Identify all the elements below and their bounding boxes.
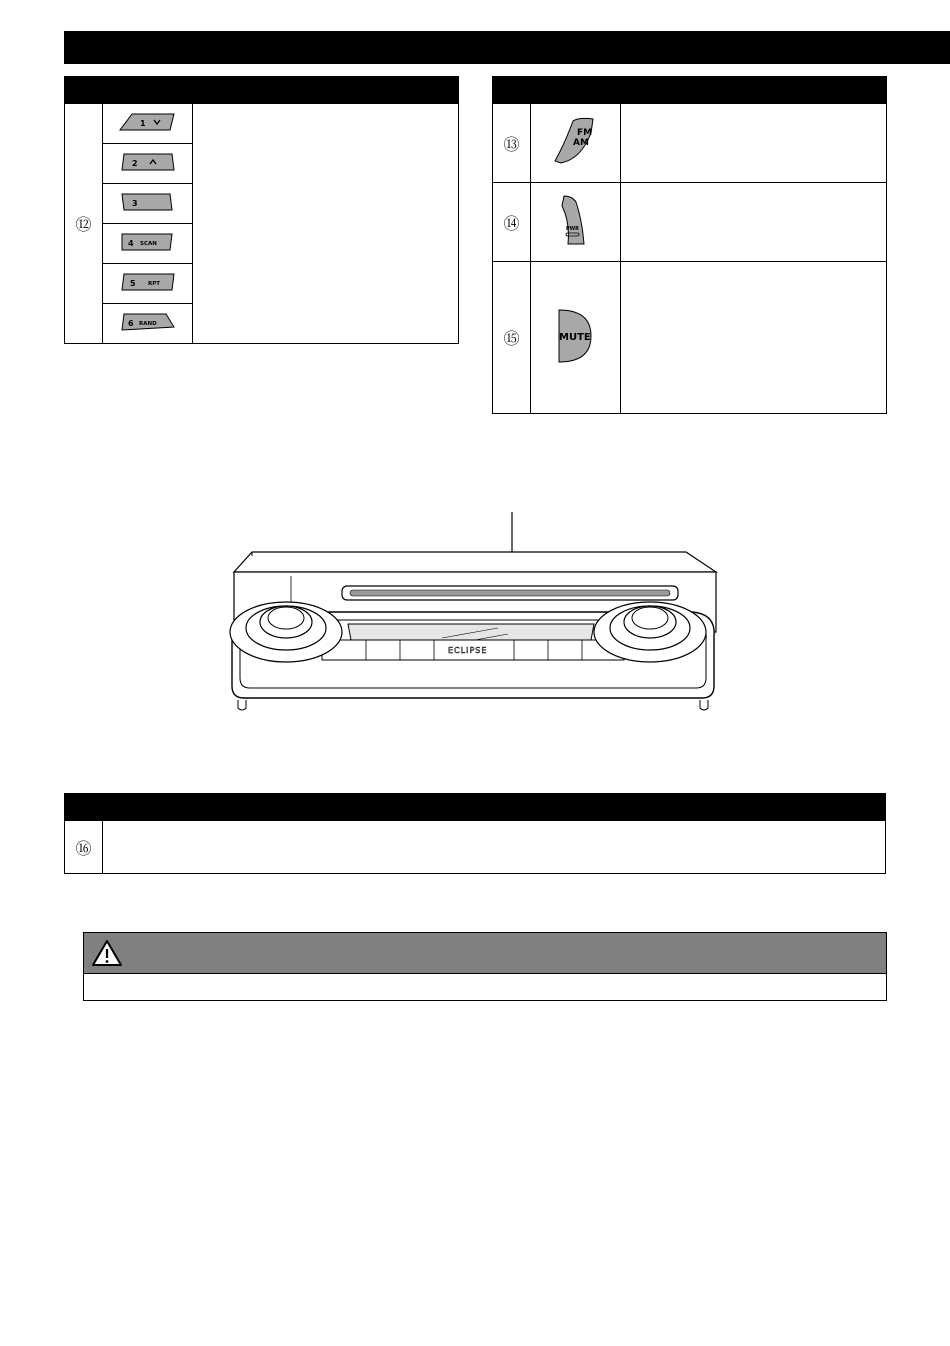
warning-box — [83, 932, 887, 1001]
preset-button-3-cell — [103, 184, 193, 224]
svg-text:PWR: PWR — [565, 226, 579, 232]
svg-text:RPT: RPT — [147, 280, 160, 287]
preset-4-button-icon — [118, 231, 178, 253]
svg-text:AM: AM — [572, 138, 589, 148]
power-button-cell — [531, 183, 621, 262]
warning-triangle-icon — [91, 939, 123, 967]
power-button-icon — [556, 192, 596, 248]
mute-button-cell — [531, 262, 621, 414]
preset-buttons-table — [64, 76, 459, 344]
disc-slot-description — [103, 821, 886, 874]
fm-am-button-icon — [551, 113, 601, 169]
fm-am-button-cell — [531, 104, 621, 183]
brand-logo: ECLIPSE — [448, 646, 488, 655]
mute-description — [621, 262, 887, 414]
svg-text:5: 5 — [129, 278, 136, 288]
svg-text:2: 2 — [131, 158, 138, 168]
svg-text:4: 4 — [127, 238, 134, 248]
preset-button-2-cell — [103, 144, 193, 184]
mute-button-icon — [551, 306, 601, 366]
preset-6-button-icon — [118, 311, 178, 333]
svg-text:3: 3 — [131, 198, 138, 208]
preset-button-6-cell — [103, 304, 193, 344]
head-unit-illustration — [216, 510, 726, 716]
power-description — [621, 183, 887, 262]
fm-am-description — [621, 104, 887, 183]
svg-text:6: 6 — [127, 318, 134, 328]
row-number: ⑫ — [65, 104, 103, 344]
preset-1-button-icon — [118, 111, 178, 133]
warning-header — [84, 933, 886, 974]
svg-text:SCAN: SCAN — [139, 240, 157, 247]
svg-text:RAND: RAND — [138, 320, 157, 327]
preset-button-4-cell — [103, 224, 193, 264]
disc-slot-table — [64, 793, 886, 874]
preset-button-1-cell — [103, 104, 193, 144]
svg-text:FM: FM — [576, 128, 592, 138]
function-buttons-table — [492, 76, 887, 414]
preset-3-button-icon — [118, 191, 178, 213]
row-number: ⑬ — [493, 104, 531, 183]
row-number: ⑯ — [65, 821, 103, 874]
row-number: ⑮ — [493, 262, 531, 414]
row-number: ⑭ — [493, 183, 531, 262]
preset-5-button-icon — [118, 271, 178, 293]
svg-text:1: 1 — [139, 118, 146, 128]
page-header-bar — [64, 31, 950, 64]
preset-description — [193, 104, 459, 344]
svg-text:MUTE: MUTE — [558, 331, 591, 343]
preset-2-button-icon — [118, 151, 178, 173]
preset-button-5-cell — [103, 264, 193, 304]
